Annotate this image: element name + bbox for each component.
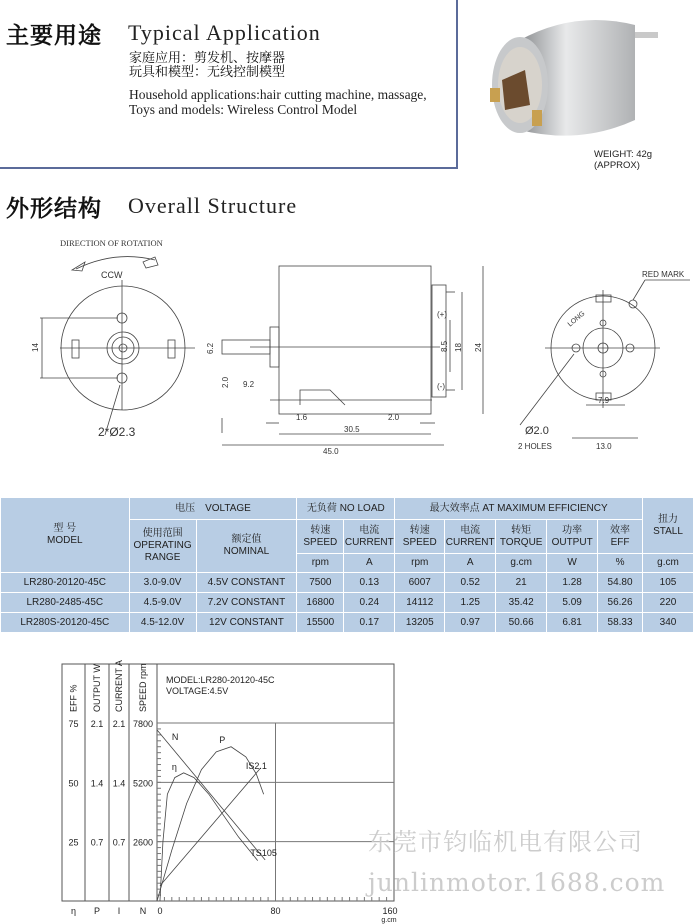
annotation-ts: TS105 xyxy=(250,848,277,858)
dim-d2: 2.0 xyxy=(388,413,400,422)
header-nominal: 额定值 NOMINAL xyxy=(196,520,297,573)
header-torque: 转矩 TORQUE xyxy=(496,520,547,554)
table-cell: 1.25 xyxy=(445,593,496,613)
unit: % xyxy=(598,554,643,573)
y-tick-label: 75 xyxy=(68,719,79,729)
table-cell: 0.52 xyxy=(445,573,496,593)
table-cell: 54.80 xyxy=(598,573,643,593)
table-cell: 4.5V CONSTANT xyxy=(196,573,297,593)
header-range: 使用范围 OPERATING RANGE xyxy=(129,520,196,573)
ccw-label: CCW xyxy=(101,270,123,280)
axis-label: EFF % xyxy=(68,684,79,712)
axis-symbol: N xyxy=(139,906,147,916)
chart-voltage: VOLTAGE:4.5V xyxy=(166,686,229,696)
table-cell: LR280-2485-45C xyxy=(1,593,130,613)
header-nl-speed: 转速 SPEED xyxy=(297,520,344,554)
red-mark-label: RED MARK xyxy=(642,270,685,279)
table-row xyxy=(1,613,694,633)
table-row xyxy=(1,573,694,593)
header-stall: 扭力 STALL xyxy=(643,498,694,554)
terminal-minus: (-) xyxy=(437,382,445,391)
y-tick-label: 2600 xyxy=(132,837,154,848)
structure-title-en: Overall Structure xyxy=(128,193,298,218)
axis-symbol: η xyxy=(70,906,77,916)
axis-symbol: I xyxy=(117,906,121,916)
y-tick-label: 7800 xyxy=(132,719,154,729)
spec-table xyxy=(0,497,694,633)
y-tick-label: 2.1 xyxy=(112,719,126,729)
dim-shaft-len: 9.2 xyxy=(243,380,255,389)
unit: A xyxy=(445,554,496,573)
watermark-en: junlinmotor.1688.com xyxy=(368,868,666,897)
unit: rpm xyxy=(395,554,445,573)
annotation-is: IS2.1 xyxy=(245,761,267,771)
x-tick-label: 0 xyxy=(157,906,163,916)
header-me-current: 电流 CURRENT xyxy=(445,520,496,554)
application-cn-line: 玩具和模型：无线控制模型 xyxy=(129,65,286,80)
table-cell: 220 xyxy=(643,593,694,613)
table-cell: 56.26 xyxy=(598,593,643,613)
technical-drawing xyxy=(0,230,700,465)
dim-shaft: 6.2 xyxy=(206,342,215,354)
table-cell: 6.81 xyxy=(547,613,598,633)
terminal-plus: (+) xyxy=(437,310,447,319)
table-cell: 7.2V CONSTANT xyxy=(196,593,297,613)
table-cell: LR280S-20120-45C xyxy=(1,613,130,633)
dim-body-len: 30.5 xyxy=(344,425,360,434)
header-model: 型 号 MODEL xyxy=(1,498,130,573)
motor-photo xyxy=(480,10,670,150)
direction-label: DIRECTION OF ROTATION xyxy=(60,238,163,248)
long-label: LONG xyxy=(566,310,587,329)
y-tick-label: 1.4 xyxy=(90,778,104,789)
axis-label: CURRENT A xyxy=(114,660,124,712)
x-tick-label: 160 xyxy=(382,906,398,916)
table-cell: 21 xyxy=(496,573,547,593)
table-cell: 58.33 xyxy=(598,613,643,633)
chart-model: MODEL:LR280-20120-45C xyxy=(166,675,275,685)
application-cn-line: 家庭应用：剪发机、按摩器 xyxy=(129,51,286,66)
x-tick-label: 80 xyxy=(270,906,281,916)
series-label: N xyxy=(171,732,179,742)
axis-label: OUTPUT W xyxy=(92,664,102,712)
table-cell: 340 xyxy=(643,613,694,633)
header-maxeff: 最大效率点 AT MAXIMUM EFFICIENCY xyxy=(395,498,643,520)
table-cell: 16800 xyxy=(297,593,344,613)
table-cell: 7500 xyxy=(297,573,344,593)
application-title-en: Typical Application xyxy=(128,20,321,45)
header-output: 功率 OUTPUT xyxy=(547,520,598,554)
unit: A xyxy=(344,554,395,573)
divider xyxy=(456,0,458,169)
series-I-line xyxy=(160,768,261,886)
table-cell: 13205 xyxy=(395,613,445,633)
y-tick-label: 2.1 xyxy=(90,719,104,729)
performance-chart xyxy=(0,655,420,924)
y-tick-label: 0.7 xyxy=(90,837,104,848)
header-nl-current: 电流 CURRENT xyxy=(344,520,395,554)
watermark-cn: 东莞市钧临机电有限公司 xyxy=(368,828,643,856)
table-cell: 5.09 xyxy=(547,593,598,613)
table-cell: 35.42 xyxy=(496,593,547,613)
table-cell: 50.66 xyxy=(496,613,547,633)
dim-height: 14 xyxy=(31,343,40,352)
table-cell: 4.5-9.0V xyxy=(129,593,196,613)
table-cell: 0.24 xyxy=(344,593,395,613)
table-cell: 14112 xyxy=(395,593,445,613)
dim-w2: 13.0 xyxy=(596,442,612,451)
hole-dia: Ø2.0 xyxy=(525,425,549,437)
table-cell: 4.5-12.0V xyxy=(129,613,196,633)
dim-body-dia: 24 xyxy=(474,343,483,352)
unit: g.cm xyxy=(496,554,547,573)
table-cell: 0.17 xyxy=(344,613,395,633)
axis-label: SPEED rpm xyxy=(138,663,148,712)
header-voltage: 电压 VOLTAGE xyxy=(129,498,297,520)
y-tick-label: 1.4 xyxy=(112,778,126,789)
header-noload: 无负荷 NO LOAD xyxy=(297,498,395,520)
table-cell: 3.0-9.0V xyxy=(129,573,196,593)
dim-t1: 8.5 xyxy=(440,340,449,352)
dim-w1: 7.9 xyxy=(598,396,610,405)
table-cell: 105 xyxy=(643,573,694,593)
divider xyxy=(0,167,458,169)
application-en-line: Toys and models: Wireless Control Model xyxy=(129,102,358,117)
y-tick-label: 5200 xyxy=(132,778,154,789)
holes-label: 2 HOLES xyxy=(518,442,552,451)
dim-t2: 18 xyxy=(454,343,463,352)
application-title-cn: 主要用途 xyxy=(6,23,102,49)
weight-label: WEIGHT: 42g (APPROX) xyxy=(594,149,653,171)
dim-total-len: 45.0 xyxy=(323,447,339,456)
table-cell: 0.97 xyxy=(445,613,496,633)
series-N-line xyxy=(157,730,265,860)
table-cell: 15500 xyxy=(297,613,344,633)
structure-title-cn: 外形结构 xyxy=(6,196,102,222)
header-eff: 效率 EFF xyxy=(598,520,643,554)
series-label: η xyxy=(171,762,177,772)
dim-d1: 1.6 xyxy=(296,413,308,422)
unit: rpm xyxy=(297,554,344,573)
dim-holes: 2*Ø2.3 xyxy=(98,425,136,439)
application-en-line: Household applications:hair cutting machine, massage, xyxy=(129,87,427,102)
table-row xyxy=(1,593,694,613)
table-cell: 0.13 xyxy=(344,573,395,593)
unit: W xyxy=(547,554,598,573)
table-cell: 6007 xyxy=(395,573,445,593)
unit: g.cm xyxy=(643,554,694,573)
y-tick-label: 0.7 xyxy=(112,837,126,848)
table-cell: LR280-20120-45C xyxy=(1,573,130,593)
table-cell: 1.28 xyxy=(547,573,598,593)
header-me-speed: 转速 SPEED xyxy=(395,520,445,554)
y-tick-label: 50 xyxy=(68,778,79,789)
x-axis-unit: g.cm xyxy=(381,917,397,924)
y-tick-label: 25 xyxy=(68,837,79,848)
table-cell: 12V CONSTANT xyxy=(196,613,297,633)
series-label: P xyxy=(219,735,226,745)
axis-symbol: P xyxy=(93,906,101,916)
dim-shaft2: 2.0 xyxy=(221,376,230,388)
